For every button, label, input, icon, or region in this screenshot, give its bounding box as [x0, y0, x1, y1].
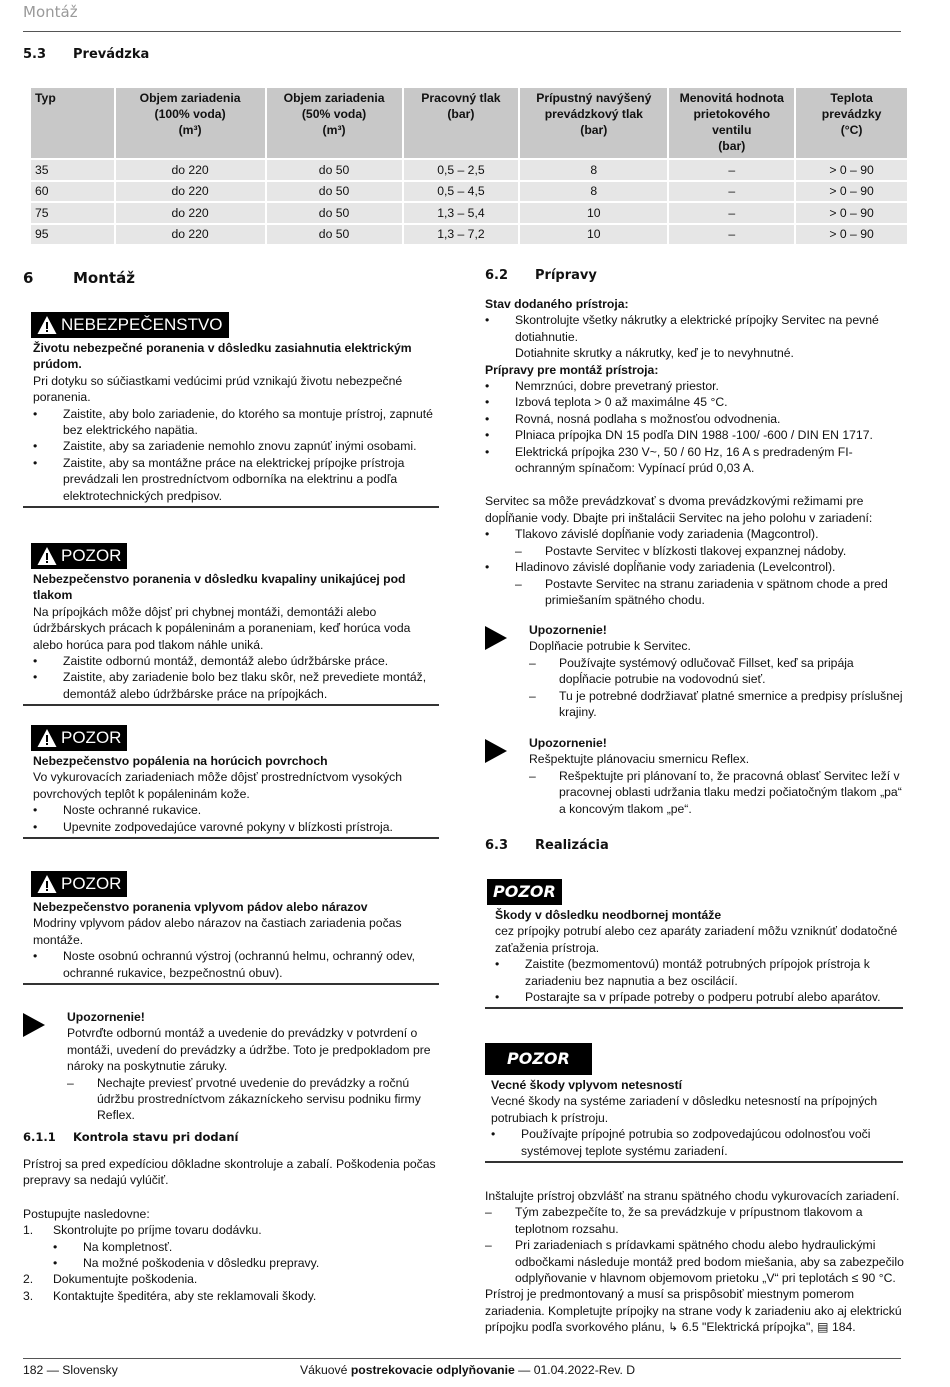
- table-cell: > 0 – 90: [796, 203, 907, 223]
- table-row: [31, 182, 907, 202]
- warning-title: Vecné škody vplyvom netesností: [491, 1078, 683, 1092]
- section-title: Prevádzka: [73, 47, 150, 62]
- table-cell: > 0 – 90: [796, 182, 907, 202]
- footer-text: — 01.04.2022-Rev. D: [514, 1363, 636, 1377]
- table-cell: 60: [31, 182, 114, 202]
- caution-badge: [31, 871, 127, 897]
- page-reference[interactable]: 184.: [831, 1320, 856, 1335]
- list-item: [23, 1271, 443, 1287]
- operation-table: [29, 86, 909, 246]
- bullet-text: Skontrolujte všetky nákrutky a elektrické prípojky Servitec na pevné dotiahnutie.: [515, 313, 879, 344]
- table-cell: 0,5 – 2,5: [404, 160, 519, 180]
- note-arrow-icon: [485, 739, 507, 763]
- col-header: Typ: [31, 88, 114, 158]
- caution-badge: [31, 725, 127, 751]
- table-cell: do 220: [116, 182, 265, 202]
- list-item: [23, 1222, 443, 1271]
- caution-warning-leaks: [485, 1043, 903, 1163]
- table-cell: 0,5 – 4,5: [404, 182, 519, 202]
- list-item: • Noste ochranné rukavice.: [33, 802, 439, 818]
- note-text: Doplňacie potrubie k Servitec.: [529, 639, 691, 654]
- section-title: Prípravy: [535, 268, 597, 283]
- bullet-text: Hladinovo závislé dopĺňanie vody zariadenia (Levelcontrol).: [515, 560, 836, 575]
- list-item: • Zaistite, aby bolo zariadenie, do ktorého sa montuje prístroj, zapnuté bez elektrického napätia.: [33, 406, 439, 439]
- table-row: [31, 160, 907, 180]
- section-6-3-heading: [485, 838, 609, 854]
- step-number: 3.: [23, 1288, 34, 1303]
- section-number: 5.3: [23, 47, 47, 62]
- list-item: – Tu je potrebné dodržiavať platné smernice a predpisy príslušnej krajiny.: [529, 688, 903, 721]
- warning-text: Pri dotyku so súčiastkami vedúcimi prúd vznikajú životu nebezpečné poranenia.: [33, 373, 403, 405]
- section-6-2-heading: [485, 268, 597, 284]
- header-divider: [23, 31, 901, 32]
- link-arrow-icon: ↳: [668, 1320, 682, 1335]
- list-item: • Používajte prípojné potrubia so zodpovedajúcou odolnosťou voči systémovej teplote systému zariadení.: [491, 1126, 903, 1159]
- footer-product: postrekovacie odplyňovanie: [350, 1363, 515, 1377]
- list-item: – Pri zariadeniach s prídavkami spätného chodu alebo hydraulickými odbočkami následuje montáž pred bodom miešania, aby sa zabezpečilo odplyňovanie v hlavnom objemovom prietoku „V“ pri teplotách ≤ 90 °C.: [485, 1237, 905, 1286]
- section-6-heading: [23, 270, 135, 286]
- list-item: • Izbová teplota > 0 až maximálne 45 °C.: [485, 394, 903, 410]
- list-item: • Na možné poškodenia v dôsledku prepravy.: [53, 1255, 443, 1271]
- table-cell: 75: [31, 203, 114, 223]
- table-cell: do 50: [267, 225, 402, 245]
- paragraph-text: Prístroj je predmontovaný a musí sa prispôsobiť miestnym pomerom zariadenia. Kompletujte prípojky na strane vody k zariadeniu ako aj elektrickú prípojku podľa svorkového plánu,: [485, 1287, 902, 1335]
- badge-label: NEBEZPEČENSTVO: [61, 314, 223, 334]
- step-text: Skontrolujte po príjme tovaru dodávku.: [53, 1223, 262, 1238]
- list-item: • Zaistite, aby zariadenie bolo bez tlaku skôr, než prevediete montáž, demontáž alebo údržbárske práce na prípojkách.: [33, 669, 439, 702]
- list-item: [485, 559, 903, 608]
- table-cell: –: [669, 182, 794, 202]
- note-text: Potvrďte odbornú montáž a uvedenie do prevádzky v potvrdení o montáži, uvedení do prevádzky a údržbe. Toto je predpokladom pre nároky na poskytnutie záruky.: [67, 1026, 431, 1074]
- running-header: Montáž: [23, 3, 78, 21]
- step-number: 1.: [23, 1223, 34, 1238]
- step-text: Dokumentujte poškodenia.: [53, 1272, 198, 1287]
- warning-text: Vecné škody na systéme zariadení v dôsledku netesností na prípojných potrubiach k prístroju.: [491, 1094, 878, 1125]
- col-header: Teplota prevádzky (°C): [796, 88, 907, 158]
- list-item: • Rovná, nosná podlaha s možnosťou odvodnenia.: [485, 411, 903, 427]
- col-header: Prípustný navýšený prevádzkový tlak (bar): [520, 88, 667, 158]
- list-item: • Na kompletnosť.: [53, 1239, 443, 1255]
- table-cell: 35: [31, 160, 114, 180]
- list-item: • Zaistite odbornú montáž, demontáž alebo údržbárske práce.: [33, 653, 439, 669]
- note-title: Upozornenie!: [529, 623, 607, 637]
- warning-title: Škody v dôsledku neodbornej montáže: [495, 908, 722, 922]
- list-item: • Zaistite, aby sa montážne práce na elektrickej prípojke prístroja prevádzali len prostredníctvom odborníka na elektrinu a podľa elektrotechnických predpisov.: [33, 455, 439, 504]
- list-item: – Používajte systémový odlučovač Fillset, keď sa pripája dopĺňacie potrubie na vodovodnú sieť.: [529, 655, 903, 688]
- col-header: Objem zariadenia (100% voda) (m³): [116, 88, 265, 158]
- caution-warning-falls: [23, 871, 439, 985]
- table-cell: > 0 – 90: [796, 160, 907, 180]
- list-item: – Nechajte previesť prvotné uvedenie do prevádzky a ročnú údržbu prostredníctvom zákazníckeho servisu podniku firmy Reflex.: [67, 1075, 439, 1124]
- badge-label: POZOR: [61, 545, 122, 565]
- table-cell: do 50: [267, 203, 402, 223]
- caution-badge: POZOR: [485, 1043, 592, 1075]
- note-title: Upozornenie!: [529, 736, 607, 750]
- page-icon: ▤: [817, 1320, 829, 1335]
- badge-label: POZOR: [61, 727, 122, 747]
- caution-badge: POZOR: [487, 879, 562, 905]
- note-commissioning: [23, 1009, 439, 1124]
- list-item: [485, 526, 903, 559]
- list-item: – Postavte Servitec v blízkosti tlakovej expanznej nádoby.: [515, 543, 903, 559]
- section-6-1-1-heading: [23, 1129, 238, 1145]
- warning-triangle-icon: [37, 546, 57, 566]
- table-row: [31, 225, 907, 245]
- warning-text: cez prípojky potrubí alebo cez aparáty zariadení môžu vzniknúť dodatočné zaťaženia prístroja.: [495, 924, 898, 955]
- warning-text: Modriny vplyvom pádov alebo nárazov na častiach zariadenia počas montáže.: [33, 916, 402, 947]
- paragraph: Inštalujte prístroj obzvlášť na stranu spätného chodu vykurovacích zariadení.: [485, 1189, 900, 1203]
- list-item: – Tým zabezpečíte to, že sa prevádzkuje v prípustnom tlakovom a teplotnom rozsahu.: [485, 1204, 905, 1237]
- paragraph: Postupujte nasledovne:: [23, 1206, 150, 1221]
- warning-title: Nebezpečenstvo poranenia vplyvom pádov alebo nárazov: [33, 900, 368, 914]
- list-item: • Upevnite zodpovedajúce varovné pokyny v blízkosti prístroja.: [33, 819, 439, 835]
- badge-label: POZOR: [61, 873, 122, 893]
- caution-warning-hot-surfaces: [23, 725, 439, 839]
- step-number: 2.: [23, 1272, 34, 1287]
- list-item: • Plniaca prípojka DN 15 podľa DIN 1988 -100/ -600 / DIN EN 1717.: [485, 427, 903, 443]
- section-title: Montáž: [73, 269, 135, 287]
- note-text: Rešpektujte plánovaciu smernicu Reflex.: [529, 752, 750, 767]
- subheading: Stav dodaného prístroja:: [485, 297, 629, 311]
- col-header: Pracovný tlak (bar): [404, 88, 519, 158]
- warning-text: Vo vykurovacích zariadeniach môže dôjsť prostredníctvom vysokých povrchových teplôt k popáleninám kože.: [33, 770, 403, 801]
- caution-warning-improper-assembly: [485, 879, 903, 1009]
- note-fill-pipe: [485, 622, 903, 720]
- caution-warning-pressure: [23, 543, 439, 706]
- section-number: 6: [23, 269, 34, 287]
- footer-divider: [23, 1358, 901, 1359]
- warning-triangle-icon: [37, 315, 57, 335]
- list-item: • Nemrznúci, dobre prevetraný priestor.: [485, 378, 903, 394]
- bullet-text: Tlakovo závislé dopĺňanie vody zariadenia (Magcontrol).: [515, 527, 819, 542]
- preparation-text: [485, 296, 903, 608]
- table-cell: do 220: [116, 225, 265, 245]
- table-cell: do 50: [267, 160, 402, 180]
- list-item: [23, 1288, 443, 1304]
- danger-warning-electric: [23, 312, 439, 508]
- footer-text: Vákuové: [300, 1363, 351, 1377]
- table-row: [31, 203, 907, 223]
- section-title: Realizácia: [535, 838, 609, 853]
- warning-text: Na prípojkách môže dôjsť pri chybnej montáži, demontáži alebo údržbárskych prácach k popáleninám a poraneniam, keď horúca voda alebo horúca para pod tlakom náhle uniká.: [33, 604, 411, 652]
- table-cell: 1,3 – 7,2: [404, 225, 519, 245]
- table-cell: 1,3 – 5,4: [404, 203, 519, 223]
- footer-title: [300, 1362, 635, 1378]
- page-number: 182 — Slovensky: [23, 1363, 118, 1377]
- installation-text: [485, 1188, 905, 1336]
- warning-title: Nebezpečenstvo popálenia na horúcich povrchoch: [33, 754, 328, 768]
- table-cell: 10: [520, 225, 667, 245]
- table-cell: 95: [31, 225, 114, 245]
- caution-badge: [31, 543, 127, 569]
- list-item: • Zaistite, aby sa zariadenie nemohlo znovu zapnúť inými osobami.: [33, 438, 439, 454]
- warning-title: Nebezpečenstvo poranenia v dôsledku kvapaliny unikajúcej pod tlakom: [33, 572, 406, 603]
- paragraph: [485, 1286, 905, 1335]
- list-item: – Rešpektujte pri plánovaní to, že pracovná oblasť Servitec leží v pracovnej oblasti udržania tlaku medzi počiatočným tlakom „pa“ a koncovým tlakom „pe“.: [529, 768, 903, 817]
- section-number: 6.1.1: [23, 1130, 56, 1144]
- list-item: – Postavte Servitec na stranu zariadenia v spätnom chode a pred primiešaním spätného chodu.: [515, 576, 903, 609]
- list-item: • Postarajte sa v prípade potreby o podperu potrubí alebo aparátov.: [495, 989, 903, 1005]
- delivery-check-text: [23, 1156, 443, 1304]
- section-number: 6.3: [485, 838, 509, 853]
- table-cell: 8: [520, 160, 667, 180]
- table-header-row: [31, 88, 907, 158]
- section-title: Kontrola stavu pri dodaní: [73, 1130, 239, 1144]
- section-5-3-heading: [23, 47, 149, 63]
- warning-triangle-icon: [37, 874, 57, 894]
- note-arrow-icon: [23, 1013, 45, 1037]
- section-number: 6.2: [485, 268, 509, 283]
- paragraph: Prístroj sa pred expedíciou dôkladne skontroluje a zabalí. Poškodenia počas prepravy sa nedajú vylúčiť.: [23, 1157, 436, 1188]
- table-cell: –: [669, 203, 794, 223]
- table-cell: > 0 – 90: [796, 225, 907, 245]
- table-cell: –: [669, 225, 794, 245]
- list-item: • Zaistite (bezmomentovú) montáž potrubných prípojok prístroja k zariadeniu bez napnutia a bez oscilácií.: [495, 956, 903, 989]
- bullet-text: Dotiahnite skrutky a nákrutky, keď je to nevyhnutné.: [515, 346, 794, 361]
- note-arrow-icon: [485, 626, 507, 650]
- table-cell: 10: [520, 203, 667, 223]
- paragraph: Servitec sa môže prevádzkovať s dvoma prevádzkovými režimami pre dopĺňanie vody. Dbajte pri inštalácii Servitec na jeho polohu v zariadení:: [485, 494, 873, 525]
- danger-badge: [31, 312, 229, 338]
- table-cell: do 220: [116, 160, 265, 180]
- table-cell: –: [669, 160, 794, 180]
- col-header: Menovitá hodnota prietokového ventilu (bar): [669, 88, 794, 158]
- note-planning-guideline: [485, 735, 903, 817]
- table-cell: 8: [520, 182, 667, 202]
- table-cell: do 220: [116, 203, 265, 223]
- col-header: Objem zariadenia (50% voda) (m³): [267, 88, 402, 158]
- list-item: [485, 312, 903, 361]
- step-text: Kontaktujte špeditéra, aby ste reklamovali škody.: [53, 1288, 317, 1303]
- list-item: • Elektrická prípojka 230 V~, 50 / 60 Hz, 16 A s predradeným FI-ochranným spínačom: Vypínací prúd 0,03 A.: [485, 444, 903, 477]
- table-cell: do 50: [267, 182, 402, 202]
- list-item: • Noste osobnú ochrannú výstroj (ochrannú helmu, ochranný odev, ochranné rukavice, bezpečnostnú obuv).: [33, 948, 439, 981]
- subheading: Prípravy pre montáž prístroja:: [485, 362, 659, 377]
- cross-reference-link[interactable]: 6.5 "Elektrická prípojka",: [681, 1320, 814, 1335]
- note-title: Upozornenie!: [67, 1010, 145, 1024]
- warning-triangle-icon: [37, 728, 57, 748]
- warning-title: Životu nebezpečné poranenia v dôsledku zasiahnutia elektrickým prúdom.: [33, 341, 412, 372]
